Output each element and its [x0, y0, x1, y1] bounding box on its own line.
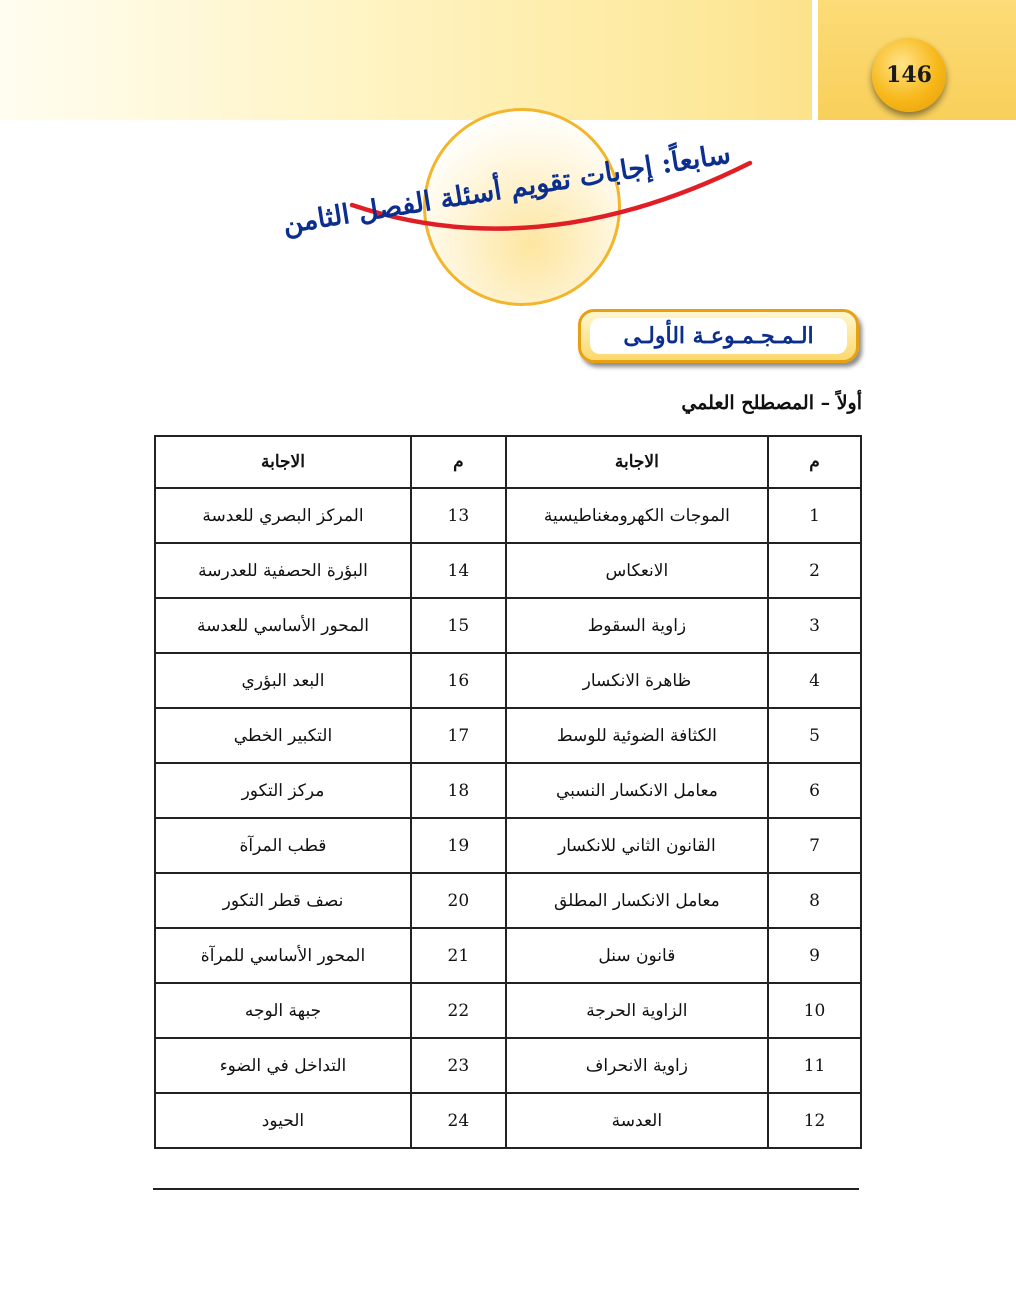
row-number-1: 10 — [768, 983, 861, 1038]
chapter-title: سابعاً: إجابات تقويم أسئلة الفصل الثامن — [280, 138, 733, 241]
row-answer-2: التداخل في الضوء — [155, 1038, 411, 1093]
header-number-2: م — [411, 436, 506, 488]
row-answer-2: المحور الأساسي للعدسة — [155, 598, 411, 653]
table-row — [155, 488, 861, 543]
table-row — [155, 1038, 861, 1093]
row-answer-1: معامل الانكسار المطلق — [506, 873, 768, 928]
row-answer-2: الحيود — [155, 1093, 411, 1148]
group-label-inner — [590, 318, 847, 354]
row-answer-1: قانون سنل — [506, 928, 768, 983]
table-row — [155, 928, 861, 983]
row-number-1: 9 — [768, 928, 861, 983]
table-row — [155, 818, 861, 873]
row-number-2: 24 — [411, 1093, 506, 1148]
row-answer-1: ظاهرة الانكسار — [506, 653, 768, 708]
row-number-2: 22 — [411, 983, 506, 1038]
table-row — [155, 1093, 861, 1148]
row-number-1: 5 — [768, 708, 861, 763]
row-answer-1: زاوية الانحراف — [506, 1038, 768, 1093]
row-number-2: 14 — [411, 543, 506, 598]
row-number-2: 21 — [411, 928, 506, 983]
row-answer-1: الكثافة الضوئية للوسط — [506, 708, 768, 763]
row-number-2: 16 — [411, 653, 506, 708]
row-number-2: 23 — [411, 1038, 506, 1093]
row-answer-1: العدسة — [506, 1093, 768, 1148]
row-number-2: 20 — [411, 873, 506, 928]
row-number-2: 18 — [411, 763, 506, 818]
row-number-1: 3 — [768, 598, 861, 653]
row-answer-1: القانون الثاني للانكسار — [506, 818, 768, 873]
row-answer-1: الانعكاس — [506, 543, 768, 598]
table-row — [155, 763, 861, 818]
row-answer-2: المركز البصري للعدسة — [155, 488, 411, 543]
row-answer-2: قطب المرآة — [155, 818, 411, 873]
table-row — [155, 653, 861, 708]
row-number-1: 7 — [768, 818, 861, 873]
table-row — [155, 598, 861, 653]
row-number-1: 4 — [768, 653, 861, 708]
row-answer-2: نصف قطر التكور — [155, 873, 411, 928]
row-answer-2: المحور الأساسي للمرآة — [155, 928, 411, 983]
row-number-1: 6 — [768, 763, 861, 818]
row-answer-2: التكبير الخطي — [155, 708, 411, 763]
row-answer-1: الموجات الكهرومغناطيسية — [506, 488, 768, 543]
row-number-1: 12 — [768, 1093, 861, 1148]
row-number-1: 8 — [768, 873, 861, 928]
header-number-1: م — [768, 436, 861, 488]
row-answer-2: البعد البؤري — [155, 653, 411, 708]
table-header-row — [155, 436, 861, 488]
table-row — [155, 708, 861, 763]
header-answer-2: الاجابة — [155, 436, 411, 488]
header-answer-1: الاجابة — [506, 436, 768, 488]
row-number-2: 13 — [411, 488, 506, 543]
row-number-2: 17 — [411, 708, 506, 763]
table-row — [155, 543, 861, 598]
answers-table — [154, 435, 862, 1149]
table-row — [155, 873, 861, 928]
row-answer-1: معامل الانكسار النسبي — [506, 763, 768, 818]
row-answer-2: جبهة الوجه — [155, 983, 411, 1038]
row-answer-1: الزاوية الحرجة — [506, 983, 768, 1038]
row-number-2: 15 — [411, 598, 506, 653]
group-label-box — [578, 309, 859, 363]
row-number-1: 11 — [768, 1038, 861, 1093]
row-answer-2: مركز التكور — [155, 763, 411, 818]
section-heading: أولاً – المصطلح العلمي — [681, 392, 862, 414]
group-label: الـمـجـمـوعـة الأولـى — [623, 323, 814, 349]
row-number-1: 1 — [768, 488, 861, 543]
page-number: 146 — [886, 62, 932, 88]
red-arc-decoration — [0, 0, 1016, 320]
footer-rule — [153, 1188, 859, 1190]
row-answer-1: زاوية السقوط — [506, 598, 768, 653]
row-answer-2: البؤرة الحصفية للعدرسة — [155, 543, 411, 598]
row-number-2: 19 — [411, 818, 506, 873]
row-number-1: 2 — [768, 543, 861, 598]
table-row — [155, 983, 861, 1038]
